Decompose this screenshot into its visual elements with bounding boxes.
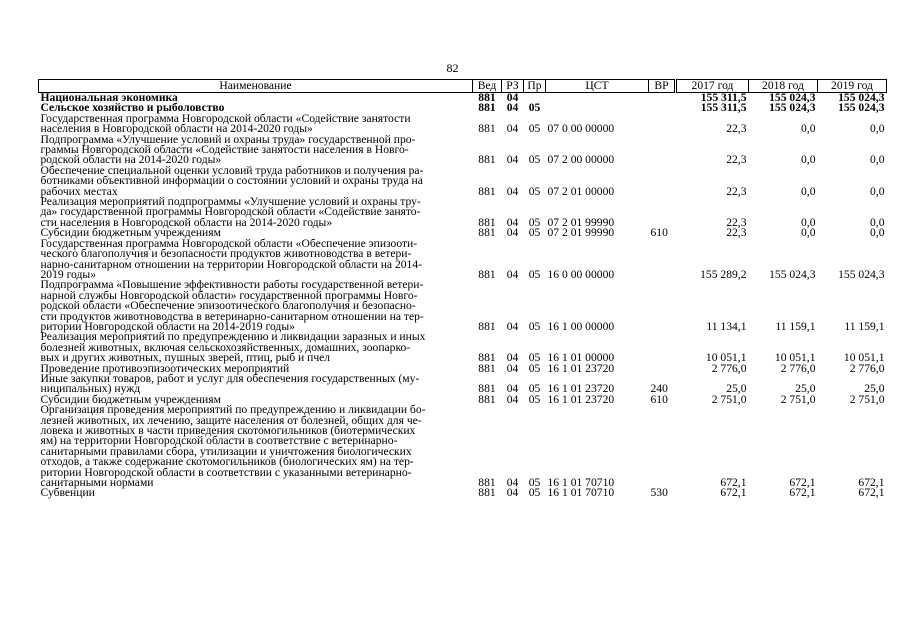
cell-y2019: 672,1 (858, 476, 885, 490)
row-name (39, 280, 473, 332)
cell-cst: 07 2 01 99990 (547, 226, 615, 240)
row-name (39, 111, 473, 136)
row-name-line: Национальная экономика (40, 91, 178, 104)
cell-pr: 05 (528, 486, 541, 500)
cell-rz: 04 (506, 184, 519, 198)
row-name-line: ботниками объективной информации о состоянии условий и охраны труда на (40, 174, 423, 188)
cell-vr (649, 103, 676, 113)
row-name-line: болезней животных, включая сельскохозяйственных, домашних, зоопарко- (40, 340, 411, 354)
cell-y2018: 0,0 (801, 153, 816, 167)
header-2018: 2018 год (749, 80, 818, 93)
cell-cst: 16 1 01 00000 (547, 351, 615, 365)
cell-ved: 881 (478, 361, 496, 375)
row-name-line: сти продуктов животноводства в ветеринарно-санитарном отношении на тер- (40, 309, 424, 323)
row-name-line: санитарными нормами (40, 476, 154, 490)
cell-rz: 04 (506, 486, 519, 500)
header-cst: ЦСТ (546, 80, 649, 93)
cell-cst: 07 2 01 99990 (547, 215, 615, 229)
cell-rz: 04 (506, 226, 519, 240)
row-name-line: ниципальных) нужд (40, 382, 141, 396)
header-rz: РЗ (502, 80, 524, 93)
header-name: Наименование (39, 80, 473, 93)
cell-rz: 04 (506, 351, 519, 365)
cell-y2019: 11 159,1 (844, 319, 885, 333)
cell-pr: 05 (528, 122, 541, 136)
cell-y2017: 155 289,2 (700, 267, 747, 281)
cell-vr (649, 280, 676, 332)
cell-rz: 04 (506, 122, 519, 136)
cell-y2019: 10 051,1 (843, 351, 885, 365)
cell-vr: 530 (650, 486, 668, 500)
row-name (39, 371, 473, 396)
row-name-line: нарно-санитарном отношении на территории Новгородской области на 2014- (40, 257, 422, 271)
row-name-line: Проведение противоэпизоотических мероприятий (40, 361, 290, 375)
cell-cst: 16 0 00 00000 (547, 267, 615, 281)
cell-pr: 05 (528, 267, 541, 281)
cell-cst: 07 0 00 00000 (547, 122, 615, 136)
row-name-line: Субсидии бюджетным учреждениям (40, 226, 221, 240)
cell-y2019: 155 024,3 (838, 267, 885, 281)
row-name-line: Иные закупки товаров, работ и услуг для обеспечения государственных (му- (40, 371, 420, 385)
row-name (39, 236, 473, 281)
cell-ved: 881 (478, 392, 496, 406)
cell-ved: 881 (478, 215, 496, 229)
row-name-line: вых и других животных, пушных зверей, птиц, рыб и пчел (40, 351, 331, 365)
table-row (39, 239, 887, 281)
row-name-line: Подпрограмма «Улучшение условий и охраны труда» государственной про- (40, 132, 416, 146)
header-pr: Пр (524, 80, 546, 93)
row-name-line: родской области «Обеспечение эпизоотического благополучия и безопасно- (40, 299, 416, 313)
row-name-line: сти населения в Новгородской области на 2014-2020 годы» (40, 215, 333, 229)
cell-pr: 05 (528, 226, 541, 240)
row-name (39, 332, 473, 363)
cell-cst: 16 1 01 70710 (547, 486, 615, 500)
row-name (39, 488, 473, 498)
header-ved: Вед (473, 80, 502, 93)
cell-y2019: 0,0 (870, 215, 885, 229)
cell-y2017: 2 751,0 (711, 392, 747, 406)
cell-vr: 610 (650, 392, 668, 406)
cell-y2017: 22,3 (726, 153, 747, 167)
cell-y2018: 155 024,3 (769, 267, 816, 281)
cell-cst (546, 93, 649, 104)
cell-y2019: 25,0 (864, 382, 885, 396)
row-name-line: Подпрограмма «Повышение эффективности работы государственной ветери- (40, 278, 424, 292)
header-2017: 2017 год (676, 80, 749, 93)
cell-ved: 881 (478, 91, 496, 104)
row-name-line: ческого благополучия и безопасности продуктов животноводства в ветери- (40, 247, 412, 261)
row-name-line: Реализация мероприятий по предупреждению и ликвидации заразных и иных (40, 330, 426, 344)
cell-rz: 04 (506, 153, 519, 167)
cell-y2017: 25,0 (726, 382, 747, 396)
table-row (39, 488, 887, 498)
row-name-line: ям) на территории Новгородской области в соответствие с ветеринарно- (40, 434, 398, 448)
row-name-line: Обеспечение специальной оценки условий труда работников и получения ра- (40, 163, 424, 177)
row-name (39, 132, 473, 167)
row-name-line: Государственная программа Новгородской области «Обеспечение эпизооти- (40, 236, 418, 250)
cell-y2018: 0,0 (801, 215, 816, 229)
cell-rz: 04 (506, 319, 519, 333)
table-row (39, 197, 887, 228)
cell-y2019: 672,1 (858, 486, 885, 500)
row-name-line: ловека и животных в части приведения скотомогильников (биотермических (40, 424, 416, 437)
cell-vr (649, 166, 676, 197)
cell-pr: 05 (528, 351, 541, 365)
cell-y2017: 11 134,1 (706, 319, 747, 333)
row-name-line: Субсидии бюджетным учреждениям (40, 392, 221, 406)
cell-rz: 04 (506, 215, 519, 229)
cell-y2019: 0,0 (870, 226, 885, 240)
cell-y2019: 155 024,3 (838, 91, 885, 104)
cell-ved: 881 (478, 486, 496, 500)
cell-vr (649, 364, 676, 374)
cell-y2019: 155 024,3 (838, 101, 885, 115)
cell-ved: 881 (478, 319, 496, 333)
row-name-line: санитарными правилами сбора, утилизации и уничтожения биологических (40, 444, 412, 458)
row-name (39, 197, 473, 228)
cell-y2019: 0,0 (870, 184, 885, 198)
row-name-line: Субвенции (40, 486, 95, 500)
header-vr: ВР (649, 80, 676, 93)
cell-y2017: 155 311,5 (700, 91, 747, 104)
cell-y2017: 155 311,5 (700, 101, 747, 115)
header-2019: 2019 год (818, 80, 887, 93)
cell-rz: 04 (506, 361, 519, 375)
row-name-line: лезней животных, их лечению, защите населения от болезней, общих для че- (40, 413, 422, 427)
cell-y2017: 10 051,1 (705, 351, 747, 365)
row-name-line: рабочих местах (40, 184, 118, 198)
cell-ved: 881 (478, 267, 496, 281)
cell-y2018: 25,0 (795, 382, 816, 396)
cell-vr: 610 (650, 226, 668, 240)
cell-pr: 05 (528, 361, 541, 375)
cell-ved: 881 (478, 382, 496, 396)
table-row (39, 405, 887, 488)
table-row (39, 374, 887, 395)
cell-vr: 240 (650, 382, 668, 396)
row-name-line: Государственная программа Новгородской области «Содействие занятости (40, 111, 411, 125)
cell-pr: 05 (528, 319, 541, 333)
cell-ved: 881 (478, 101, 496, 115)
row-name (39, 405, 473, 488)
row-name-line: да» государственной программы Новгородской области «Содействие занято- (40, 205, 421, 219)
table-row (39, 135, 887, 166)
cell-vr (649, 114, 676, 135)
row-name-line: 2019 годы» (40, 267, 97, 281)
cell-cst: 16 1 01 23720 (547, 361, 615, 375)
cell-pr: 05 (528, 215, 541, 229)
cell-y2018: 2 776,0 (780, 361, 816, 375)
cell-y2018: 2 751,0 (780, 392, 816, 406)
cell-vr (649, 197, 676, 228)
cell-y2019: 2 751,0 (849, 392, 885, 406)
cell-y2018: 10 051,1 (774, 351, 816, 365)
table-row (39, 166, 887, 197)
cell-y2018: 672,1 (789, 486, 816, 500)
cell-vr (649, 239, 676, 281)
cell-y2019: 2 776,0 (849, 361, 885, 375)
cell-y2018: 0,0 (801, 184, 816, 198)
cell-cst (546, 103, 649, 113)
cell-y2017: 22,3 (726, 226, 747, 240)
cell-ved: 881 (478, 226, 496, 240)
cell-pr: 05 (528, 184, 541, 198)
cell-y2019: 0,0 (870, 153, 885, 167)
row-name-line: нарной службы Новгородской области» государственной программы Новго- (40, 288, 418, 302)
cell-y2017: 672,1 (720, 486, 747, 500)
cell-cst: 16 1 01 23720 (547, 392, 615, 406)
table-row (39, 280, 887, 332)
cell-pr: 05 (528, 476, 541, 490)
cell-y2017: 22,3 (726, 215, 747, 229)
cell-cst: 16 1 01 70710 (547, 476, 615, 490)
cell-rz: 04 (506, 382, 519, 396)
cell-vr (649, 332, 676, 363)
cell-y2017: 2 776,0 (711, 361, 747, 375)
row-name-line: Реализация мероприятий подпрограммы «Улучшение условий и охраны тру- (40, 195, 421, 209)
row-name-line: населения в Новгородской области на 2014-2020 годы» (40, 122, 313, 136)
cell-ved: 881 (478, 184, 496, 198)
row-name (39, 163, 473, 198)
row-name-line: отходов, а также содержание скотомогильников (биологических ям) на тер- (40, 455, 414, 469)
cell-pr: 05 (528, 382, 541, 396)
table-row (39, 332, 887, 363)
cell-vr (649, 135, 676, 166)
row-name-line: ритории Новгородской области на 2014-2019 годы» (40, 319, 295, 333)
row-name-line: граммы Новгородской области «Содействие занятости населения в Новго- (40, 143, 409, 157)
cell-cst: 07 2 00 00000 (547, 153, 615, 167)
row-name-line: Сельское хозяйство и рыболовство (40, 101, 225, 115)
cell-rz: 04 (506, 91, 519, 104)
cell-ved: 881 (478, 153, 496, 167)
cell-vr (649, 405, 676, 488)
cell-cst: 16 1 00 00000 (547, 319, 615, 333)
cell-y2017: 672,1 (720, 476, 747, 490)
cell-pr: 05 (528, 392, 541, 406)
cell-y2018: 155 024,3 (769, 101, 816, 115)
cell-y2018: 672,1 (789, 476, 816, 490)
cell-y2018: 155 024,3 (769, 91, 816, 104)
cell-rz: 04 (506, 267, 519, 281)
cell-y2018: 11 159,1 (775, 319, 816, 333)
cell-y2017: 22,3 (726, 122, 747, 136)
cell-ved: 881 (478, 351, 496, 365)
cell-ved: 881 (478, 122, 496, 136)
row-name-line: родской области на 2014-2020 годы» (40, 153, 222, 167)
table-row (39, 114, 887, 135)
cell-vr (649, 93, 676, 104)
budget-table (38, 79, 887, 499)
cell-cst: 07 2 01 00000 (547, 184, 615, 198)
cell-y2017: 22,3 (726, 184, 747, 198)
cell-ved: 881 (478, 476, 496, 490)
row-name-line: ритории Новгородской области в соответствии с указанными ветеринарно- (40, 465, 412, 479)
cell-rz: 04 (506, 101, 519, 115)
cell-pr: 05 (528, 101, 541, 115)
cell-pr: 05 (528, 153, 541, 167)
cell-cst: 16 1 01 23720 (547, 382, 615, 396)
cell-y2019: 0,0 (870, 122, 885, 136)
cell-y2018: 0,0 (801, 122, 816, 136)
row-name-line: Организация проведения мероприятий по предупреждению и ликвидации бо- (40, 403, 426, 417)
cell-y2018: 0,0 (801, 226, 816, 240)
page-number: 82 (446, 61, 459, 75)
cell-rz: 04 (506, 476, 519, 490)
cell-rz: 04 (506, 392, 519, 406)
